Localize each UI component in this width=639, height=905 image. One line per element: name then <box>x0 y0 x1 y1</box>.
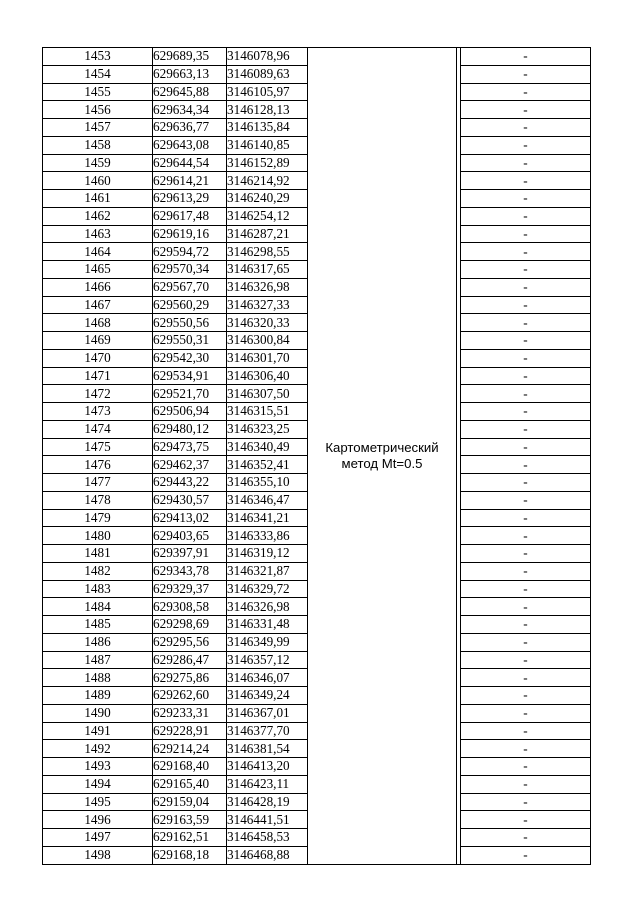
method-label-line2: метод Mt=0.5 <box>341 455 423 471</box>
x-coordinate-cell: 629542,30 <box>153 349 227 367</box>
y-coordinate-cell: 3146317,65 <box>227 261 308 279</box>
dash-cell: - <box>461 829 591 847</box>
point-number-cell: 1458 <box>43 136 153 154</box>
x-coordinate-cell: 629619,16 <box>153 225 227 243</box>
dash-cell: - <box>461 207 591 225</box>
dash-cell: - <box>461 83 591 101</box>
point-number-cell: 1491 <box>43 722 153 740</box>
x-coordinate-cell: 629295,56 <box>153 633 227 651</box>
x-coordinate-cell: 629308,58 <box>153 598 227 616</box>
x-coordinate-cell: 629233,31 <box>153 704 227 722</box>
point-number-cell: 1461 <box>43 190 153 208</box>
y-coordinate-cell: 3146089,63 <box>227 65 308 83</box>
y-coordinate-cell: 3146323,25 <box>227 420 308 438</box>
dash-cell: - <box>461 172 591 190</box>
y-coordinate-cell: 3146381,54 <box>227 740 308 758</box>
point-number-cell: 1456 <box>43 101 153 119</box>
x-coordinate-cell: 629286,47 <box>153 651 227 669</box>
x-coordinate-cell: 629644,54 <box>153 154 227 172</box>
point-number-cell: 1477 <box>43 474 153 492</box>
x-coordinate-cell: 629550,31 <box>153 332 227 350</box>
dash-cell: - <box>461 48 591 66</box>
x-coordinate-cell: 629550,56 <box>153 314 227 332</box>
x-coordinate-cell: 629634,34 <box>153 101 227 119</box>
point-number-cell: 1468 <box>43 314 153 332</box>
point-number-cell: 1481 <box>43 545 153 563</box>
point-number-cell: 1470 <box>43 349 153 367</box>
point-number-cell: 1464 <box>43 243 153 261</box>
x-coordinate-cell: 629430,57 <box>153 491 227 509</box>
dash-cell: - <box>461 261 591 279</box>
y-coordinate-cell: 3146320,33 <box>227 314 308 332</box>
point-number-cell: 1469 <box>43 332 153 350</box>
dash-cell: - <box>461 456 591 474</box>
x-coordinate-cell: 629645,88 <box>153 83 227 101</box>
point-number-cell: 1492 <box>43 740 153 758</box>
dash-cell: - <box>461 332 591 350</box>
y-coordinate-cell: 3146346,47 <box>227 491 308 509</box>
point-number-cell: 1479 <box>43 509 153 527</box>
y-coordinate-cell: 3146352,41 <box>227 456 308 474</box>
method-cell <box>308 48 457 865</box>
x-coordinate-cell: 629636,77 <box>153 119 227 137</box>
y-coordinate-cell: 3146413,20 <box>227 758 308 776</box>
dash-cell: - <box>461 758 591 776</box>
point-number-cell: 1474 <box>43 420 153 438</box>
y-coordinate-cell: 3146152,89 <box>227 154 308 172</box>
coordinates-table-body <box>43 48 591 865</box>
point-number-cell: 1493 <box>43 758 153 776</box>
x-coordinate-cell: 629397,91 <box>153 545 227 563</box>
point-number-cell: 1490 <box>43 704 153 722</box>
x-coordinate-cell: 629165,40 <box>153 775 227 793</box>
x-coordinate-cell: 629567,70 <box>153 278 227 296</box>
dash-cell: - <box>461 704 591 722</box>
dash-cell: - <box>461 793 591 811</box>
x-coordinate-cell: 629343,78 <box>153 562 227 580</box>
y-coordinate-cell: 3146306,40 <box>227 367 308 385</box>
x-coordinate-cell: 629214,24 <box>153 740 227 758</box>
y-coordinate-cell: 3146300,84 <box>227 332 308 350</box>
dash-cell: - <box>461 296 591 314</box>
x-coordinate-cell: 629462,37 <box>153 456 227 474</box>
y-coordinate-cell: 3146326,98 <box>227 278 308 296</box>
x-coordinate-cell: 629473,75 <box>153 438 227 456</box>
dash-cell: - <box>461 154 591 172</box>
dash-cell: - <box>461 598 591 616</box>
y-coordinate-cell: 3146458,53 <box>227 829 308 847</box>
y-coordinate-cell: 3146349,99 <box>227 633 308 651</box>
dash-cell: - <box>461 438 591 456</box>
y-coordinate-cell: 3146135,84 <box>227 119 308 137</box>
point-number-cell: 1494 <box>43 775 153 793</box>
dash-cell: - <box>461 491 591 509</box>
y-coordinate-cell: 3146105,97 <box>227 83 308 101</box>
dash-cell: - <box>461 474 591 492</box>
y-coordinate-cell: 3146078,96 <box>227 48 308 66</box>
x-coordinate-cell: 629480,12 <box>153 420 227 438</box>
dash-cell: - <box>461 722 591 740</box>
y-coordinate-cell: 3146240,29 <box>227 190 308 208</box>
dash-cell: - <box>461 775 591 793</box>
point-number-cell: 1486 <box>43 633 153 651</box>
point-number-cell: 1463 <box>43 225 153 243</box>
y-coordinate-cell: 3146326,98 <box>227 598 308 616</box>
y-coordinate-cell: 3146331,48 <box>227 616 308 634</box>
point-number-cell: 1460 <box>43 172 153 190</box>
y-coordinate-cell: 3146377,70 <box>227 722 308 740</box>
y-coordinate-cell: 3146346,07 <box>227 669 308 687</box>
point-number-cell: 1497 <box>43 829 153 847</box>
dash-cell: - <box>461 190 591 208</box>
y-coordinate-cell: 3146298,55 <box>227 243 308 261</box>
x-coordinate-cell: 629403,65 <box>153 527 227 545</box>
point-number-cell: 1455 <box>43 83 153 101</box>
point-number-cell: 1473 <box>43 403 153 421</box>
dash-cell: - <box>461 616 591 634</box>
y-coordinate-cell: 3146315,51 <box>227 403 308 421</box>
dash-cell: - <box>461 403 591 421</box>
dash-cell: - <box>461 243 591 261</box>
point-number-cell: 1482 <box>43 562 153 580</box>
dash-cell: - <box>461 669 591 687</box>
x-coordinate-cell: 629298,69 <box>153 616 227 634</box>
point-number-cell: 1471 <box>43 367 153 385</box>
dash-cell: - <box>461 101 591 119</box>
x-coordinate-cell: 629413,02 <box>153 509 227 527</box>
y-coordinate-cell: 3146214,92 <box>227 172 308 190</box>
y-coordinate-cell: 3146355,10 <box>227 474 308 492</box>
x-coordinate-cell: 629643,08 <box>153 136 227 154</box>
point-number-cell: 1480 <box>43 527 153 545</box>
point-number-cell: 1453 <box>43 48 153 66</box>
dash-cell: - <box>461 527 591 545</box>
y-coordinate-cell: 3146140,85 <box>227 136 308 154</box>
dash-cell: - <box>461 420 591 438</box>
x-coordinate-cell: 629168,40 <box>153 758 227 776</box>
y-coordinate-cell: 3146468,88 <box>227 846 308 864</box>
point-number-cell: 1496 <box>43 811 153 829</box>
x-coordinate-cell: 629594,72 <box>153 243 227 261</box>
dash-cell: - <box>461 385 591 403</box>
point-number-cell: 1485 <box>43 616 153 634</box>
dash-cell: - <box>461 225 591 243</box>
method-label-line1: Картометрический <box>325 439 439 455</box>
x-coordinate-cell: 629443,22 <box>153 474 227 492</box>
x-coordinate-cell: 629506,94 <box>153 403 227 421</box>
y-coordinate-cell: 3146327,33 <box>227 296 308 314</box>
dash-cell: - <box>461 278 591 296</box>
x-coordinate-cell: 629262,60 <box>153 687 227 705</box>
x-coordinate-cell: 629613,29 <box>153 190 227 208</box>
x-coordinate-cell: 629162,51 <box>153 829 227 847</box>
point-number-cell: 1454 <box>43 65 153 83</box>
x-coordinate-cell: 629159,04 <box>153 793 227 811</box>
x-coordinate-cell: 629168,18 <box>153 846 227 864</box>
dash-cell: - <box>461 562 591 580</box>
y-coordinate-cell: 3146441,51 <box>227 811 308 829</box>
y-coordinate-cell: 3146349,24 <box>227 687 308 705</box>
table-row <box>43 48 591 66</box>
y-coordinate-cell: 3146357,12 <box>227 651 308 669</box>
y-coordinate-cell: 3146128,13 <box>227 101 308 119</box>
y-coordinate-cell: 3146329,72 <box>227 580 308 598</box>
y-coordinate-cell: 3146423,11 <box>227 775 308 793</box>
point-number-cell: 1483 <box>43 580 153 598</box>
dash-cell: - <box>461 509 591 527</box>
y-coordinate-cell: 3146341,21 <box>227 509 308 527</box>
point-number-cell: 1478 <box>43 491 153 509</box>
point-number-cell: 1459 <box>43 154 153 172</box>
x-coordinate-cell: 629275,86 <box>153 669 227 687</box>
point-number-cell: 1495 <box>43 793 153 811</box>
x-coordinate-cell: 629617,48 <box>153 207 227 225</box>
dash-cell: - <box>461 545 591 563</box>
point-number-cell: 1487 <box>43 651 153 669</box>
point-number-cell: 1475 <box>43 438 153 456</box>
point-number-cell: 1466 <box>43 278 153 296</box>
point-number-cell: 1489 <box>43 687 153 705</box>
dash-cell: - <box>461 65 591 83</box>
y-coordinate-cell: 3146319,12 <box>227 545 308 563</box>
dash-cell: - <box>461 580 591 598</box>
y-coordinate-cell: 3146301,70 <box>227 349 308 367</box>
point-number-cell: 1498 <box>43 846 153 864</box>
y-coordinate-cell: 3146321,87 <box>227 562 308 580</box>
point-number-cell: 1457 <box>43 119 153 137</box>
point-number-cell: 1462 <box>43 207 153 225</box>
x-coordinate-cell: 629614,21 <box>153 172 227 190</box>
dash-cell: - <box>461 651 591 669</box>
dash-cell: - <box>461 687 591 705</box>
x-coordinate-cell: 629521,70 <box>153 385 227 403</box>
dash-cell: - <box>461 314 591 332</box>
x-coordinate-cell: 629329,37 <box>153 580 227 598</box>
dash-cell: - <box>461 633 591 651</box>
point-number-cell: 1467 <box>43 296 153 314</box>
coordinates-table <box>42 47 591 865</box>
y-coordinate-cell: 3146340,49 <box>227 438 308 456</box>
dash-cell: - <box>461 811 591 829</box>
x-coordinate-cell: 629228,91 <box>153 722 227 740</box>
dash-cell: - <box>461 119 591 137</box>
dash-cell: - <box>461 367 591 385</box>
y-coordinate-cell: 3146287,21 <box>227 225 308 243</box>
dash-cell: - <box>461 349 591 367</box>
y-coordinate-cell: 3146254,12 <box>227 207 308 225</box>
y-coordinate-cell: 3146367,01 <box>227 704 308 722</box>
y-coordinate-cell: 3146333,86 <box>227 527 308 545</box>
y-coordinate-cell: 3146307,50 <box>227 385 308 403</box>
point-number-cell: 1472 <box>43 385 153 403</box>
dash-cell: - <box>461 136 591 154</box>
y-coordinate-cell: 3146428,19 <box>227 793 308 811</box>
point-number-cell: 1465 <box>43 261 153 279</box>
x-coordinate-cell: 629534,91 <box>153 367 227 385</box>
point-number-cell: 1476 <box>43 456 153 474</box>
x-coordinate-cell: 629163,59 <box>153 811 227 829</box>
dash-cell: - <box>461 846 591 864</box>
dash-cell: - <box>461 740 591 758</box>
point-number-cell: 1484 <box>43 598 153 616</box>
x-coordinate-cell: 629663,13 <box>153 65 227 83</box>
point-number-cell: 1488 <box>43 669 153 687</box>
x-coordinate-cell: 629560,29 <box>153 296 227 314</box>
x-coordinate-cell: 629689,35 <box>153 48 227 66</box>
x-coordinate-cell: 629570,34 <box>153 261 227 279</box>
